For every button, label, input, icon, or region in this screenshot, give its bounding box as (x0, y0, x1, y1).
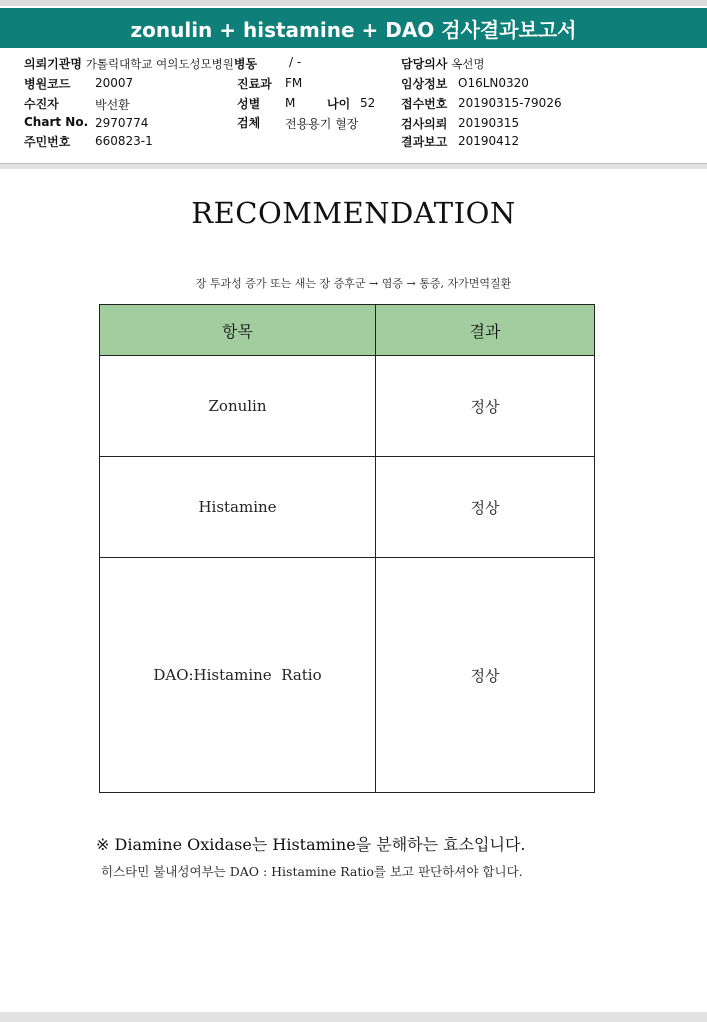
doctor-value: 옥선명 (451, 57, 485, 71)
clinical-info-value: O16LN0320 (458, 76, 529, 90)
row-item: Histamine (100, 457, 376, 558)
column-header-result: 결과 (376, 305, 595, 356)
document-subtitle: 장 투과성 증가 또는 새는 장 증후군 → 염증 → 통증, 자가면역질환 (195, 277, 512, 290)
age-label: 나이 (327, 97, 351, 111)
bottom-gray-band (0, 1012, 707, 1022)
table-header-row (100, 305, 595, 356)
clinical-info-label: 임상정보 (401, 77, 448, 91)
id-value: 660823-1 (95, 134, 153, 148)
department-label: 진료과 (237, 77, 272, 91)
ward-value: / - (289, 55, 302, 69)
institution-value: 가톨릭대학교 여의도성모병원 (85, 57, 234, 71)
request-date-label: 검사의뢰 (401, 117, 448, 131)
report-title: zonulin + histamine + DAO 검사결과보고서 (130, 17, 577, 42)
table-row (100, 558, 595, 793)
report-title-bar (0, 8, 707, 48)
specimen-label: 검체 (237, 116, 261, 130)
note-dao-definition: ※ Diamine Oxidase는 Histamine을 분해하는 효소입니다. (96, 835, 526, 854)
table-row (100, 457, 595, 558)
column-header-item: 항목 (100, 305, 376, 356)
row-item: DAO:Histamine Ratio (100, 558, 376, 793)
header-gray-band (0, 164, 707, 169)
chart-value: 2970774 (95, 116, 149, 130)
ward-label: 병동 (233, 57, 258, 71)
hospital-code-value: 20007 (95, 76, 134, 90)
department-value: FM (285, 76, 303, 90)
report-date-label: 결과보고 (401, 135, 448, 149)
doctor-label: 담당의사 (401, 57, 448, 71)
row-result: 정상 (376, 356, 595, 457)
receipt-no-label: 접수번호 (401, 97, 448, 111)
specimen-value: 전용용기 혈장 (285, 117, 359, 131)
note-intolerance-guidance: 히스타민 불내성여부는 DAO : Histamine Ratio를 보고 판단하셔야 합니다. (101, 864, 523, 879)
chart-label: Chart No. (24, 115, 89, 129)
row-result: 정상 (376, 457, 595, 558)
sex-value: M (285, 96, 296, 110)
table-row (100, 356, 595, 457)
top-gray-strip (0, 0, 707, 6)
institution-field (24, 55, 257, 72)
institution-label: 의뢰기관명 (24, 57, 82, 71)
results-table (99, 304, 595, 793)
age-value: 52 (360, 96, 376, 110)
row-item: Zonulin (100, 356, 376, 457)
hospital-code-field (24, 75, 70, 92)
sex-label: 성별 (237, 97, 261, 111)
doctor-field (401, 55, 485, 72)
report-date-value: 20190412 (458, 134, 520, 148)
request-date-value: 20190315 (458, 116, 520, 130)
id-label: 주민번호 (24, 135, 71, 149)
hospital-code-label: 병원코드 (24, 77, 71, 91)
row-result: 정상 (376, 558, 595, 793)
patient-label: 수진자 (24, 97, 59, 111)
patient-value: 박선환 (95, 98, 130, 112)
document-title: RECOMMENDATION (191, 196, 516, 230)
receipt-no-value: 20190315-79026 (458, 96, 562, 110)
